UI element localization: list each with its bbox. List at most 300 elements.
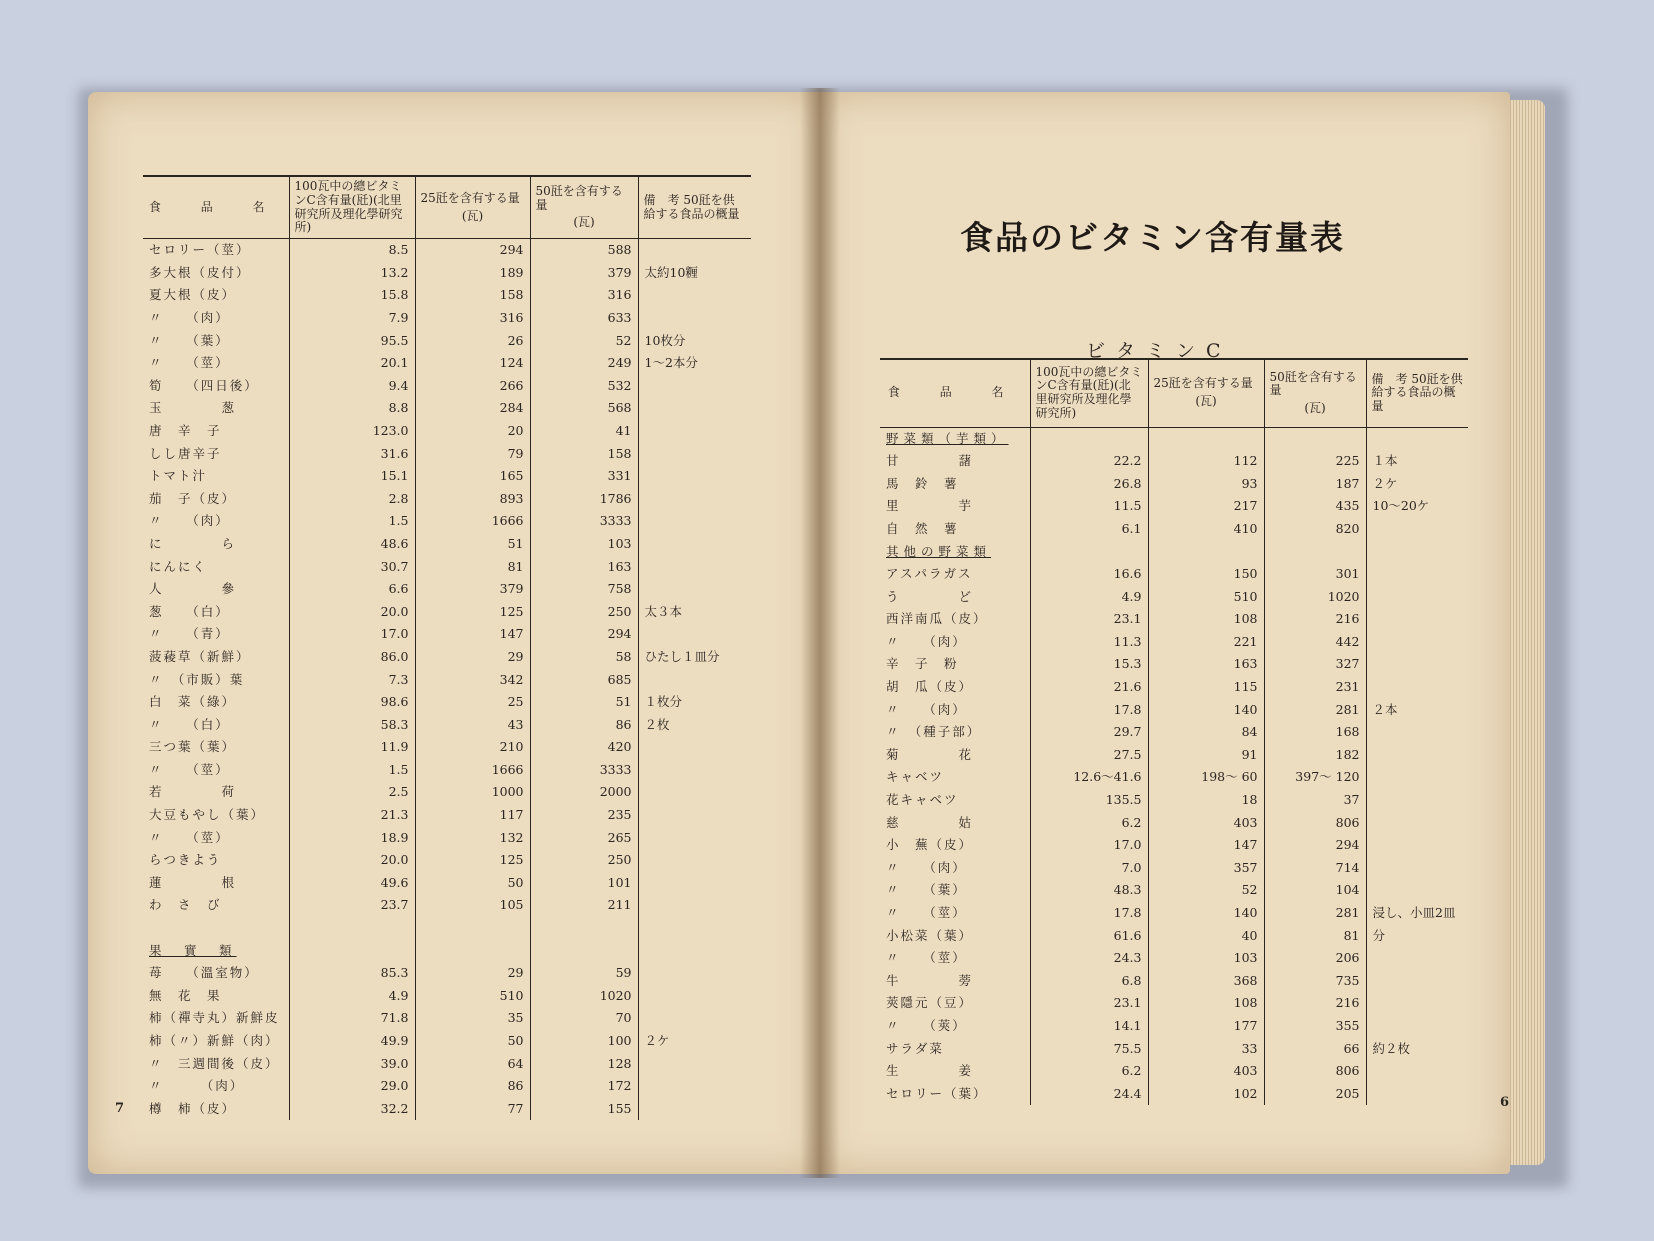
q25-cell: 51 (415, 533, 530, 556)
remarks-cell (638, 397, 751, 420)
table-row (880, 1083, 1468, 1106)
total-vitamin-c-cell: 32.2 (289, 1098, 415, 1121)
q50-cell (1264, 427, 1366, 450)
q25-cell: 102 (1148, 1083, 1264, 1106)
total-vitamin-c-cell: 23.1 (1030, 608, 1148, 631)
total-vitamin-c-cell: 48.6 (289, 533, 415, 556)
total-vitamin-c-cell: 24.3 (1030, 947, 1148, 970)
page-edges (1505, 100, 1545, 1165)
table-row (143, 827, 751, 850)
remarks-cell (1366, 1015, 1468, 1038)
table-row (143, 488, 751, 511)
remarks-cell (638, 940, 751, 963)
food-name-cell: 〃 （青） (149, 626, 230, 642)
table-row (880, 450, 1468, 473)
remarks-cell (638, 1053, 751, 1076)
right-table-body (880, 427, 1468, 1105)
total-vitamin-c-cell: 1.5 (289, 510, 415, 533)
q25-cell: 91 (1148, 744, 1264, 767)
food-name-cell: 〃 （肉） (886, 633, 967, 649)
food-name-cell: 唐 辛 子 (149, 422, 222, 438)
total-vitamin-c-cell: 11.5 (1030, 495, 1148, 518)
right-vitamin-table (880, 358, 1468, 1105)
food-name-cell: 苺 （溫室物） (149, 965, 259, 981)
q50-cell: 235 (530, 804, 638, 827)
food-name-cell: アスパラガス (886, 566, 973, 582)
table-row (880, 631, 1468, 654)
remarks-cell (1366, 812, 1468, 835)
table-row (880, 947, 1468, 970)
q50-cell: 182 (1264, 744, 1366, 767)
q50-cell: 168 (1264, 721, 1366, 744)
q50-cell: 758 (530, 578, 638, 601)
q25-cell: 1666 (415, 759, 530, 782)
header-q50: 50瓩を含有する量 (瓦) (530, 176, 638, 239)
remarks-cell (638, 781, 751, 804)
remarks-cell (638, 917, 751, 940)
q50-cell: 301 (1264, 563, 1366, 586)
remarks-cell (638, 510, 751, 533)
food-name-cell: 菠薐草（新鮮） (149, 648, 251, 664)
food-name-cell: 柿（禪寺丸）新鮮皮 (149, 1010, 280, 1026)
table-row (143, 510, 751, 533)
q25-cell: 1666 (415, 510, 530, 533)
q50-cell: 58 (530, 646, 638, 669)
total-vitamin-c-cell: 4.9 (1030, 586, 1148, 609)
remarks-cell: ２ケ (1366, 473, 1468, 496)
total-vitamin-c-cell: 18.9 (289, 827, 415, 850)
q50-cell: 172 (530, 1075, 638, 1098)
total-vitamin-c-cell: 4.9 (289, 985, 415, 1008)
total-vitamin-c-cell: 29.7 (1030, 721, 1148, 744)
total-vitamin-c-cell: 9.4 (289, 375, 415, 398)
food-name-cell: 菊 花 (886, 746, 974, 762)
q50-cell: 3333 (530, 510, 638, 533)
q50-cell: 265 (530, 827, 638, 850)
total-vitamin-c-cell: 21.3 (289, 804, 415, 827)
q25-cell: 510 (415, 985, 530, 1008)
table-row (143, 985, 751, 1008)
remarks-cell (638, 1075, 751, 1098)
q50-cell (530, 917, 638, 940)
q50-cell: 806 (1264, 1060, 1366, 1083)
food-name-cell: キャベツ (886, 769, 945, 785)
remarks-cell (638, 375, 751, 398)
total-vitamin-c-cell: 26.8 (1030, 473, 1148, 496)
food-name-cell: 〃 （市販）葉 (149, 671, 245, 687)
food-name-cell: 〃 （莖） (886, 950, 967, 966)
total-vitamin-c-cell: 11.9 (289, 736, 415, 759)
q25-cell (415, 940, 530, 963)
remarks-cell: １本 (1366, 450, 1468, 473)
total-vitamin-c-cell: 21.6 (1030, 676, 1148, 699)
total-vitamin-c-cell: 6.1 (1030, 518, 1148, 541)
q25-cell (1148, 427, 1264, 450)
remarks-cell (638, 556, 751, 579)
total-vitamin-c-cell: 6.6 (289, 578, 415, 601)
total-vitamin-c-cell: 30.7 (289, 556, 415, 579)
table-row (143, 894, 751, 917)
food-name-cell: 〃 （葉） (886, 882, 967, 898)
food-name-cell: 西洋南瓜（皮） (886, 611, 988, 627)
q25-cell: 125 (415, 601, 530, 624)
remarks-cell (1366, 834, 1468, 857)
table-row (143, 804, 751, 827)
table-row (143, 375, 751, 398)
food-name-cell: 里 芋 (886, 498, 974, 514)
table-row (143, 668, 751, 691)
q25-cell: 165 (415, 465, 530, 488)
remarks-cell (1366, 518, 1468, 541)
food-name-cell: 多大根（皮付） (149, 264, 251, 280)
q50-cell: 442 (1264, 631, 1366, 654)
remarks-cell: ひたし１皿分 (638, 646, 751, 669)
table-row (143, 962, 751, 985)
food-name-cell: セロリー（葉） (886, 1085, 988, 1101)
food-name-cell: 果 實 類 (149, 942, 237, 958)
q50-cell: 820 (1264, 518, 1366, 541)
table-row (143, 1053, 751, 1076)
q25-cell: 140 (1148, 902, 1264, 925)
header-total-vitamin-c: 100瓦中の總ビタミンC含有量(瓩)(北里研究所及理化學研究所) (289, 176, 415, 239)
food-name-cell: 牛 蒡 (886, 972, 974, 988)
table-row (880, 766, 1468, 789)
table-row (143, 646, 751, 669)
header-q25: 25瓩を含有する量 (瓦) (415, 176, 530, 239)
table-row (880, 902, 1468, 925)
q50-cell: 633 (530, 307, 638, 330)
table-row (880, 1060, 1468, 1083)
food-name-cell: 莢隱元（豆） (886, 995, 974, 1011)
q50-cell: 216 (1264, 992, 1366, 1015)
total-vitamin-c-cell: 23.1 (1030, 992, 1148, 1015)
food-name-cell: 〃 （莖） (149, 355, 230, 371)
q25-cell: 342 (415, 668, 530, 691)
remarks-cell (638, 1098, 751, 1121)
remarks-cell (638, 307, 751, 330)
total-vitamin-c-cell: 24.4 (1030, 1083, 1148, 1106)
remarks-cell (638, 578, 751, 601)
q50-cell: 205 (1264, 1083, 1366, 1106)
food-name-cell: 小松菜（葉） (886, 927, 974, 943)
table-row (143, 352, 751, 375)
book-gutter (800, 88, 840, 1178)
right-page-number: 6 (1500, 1095, 1510, 1110)
q50-cell: 86 (530, 714, 638, 737)
total-vitamin-c-cell: 31.6 (289, 443, 415, 466)
q25-cell: 29 (415, 646, 530, 669)
q25-cell: 108 (1148, 992, 1264, 1015)
table-row (143, 239, 751, 262)
food-name-cell: 〃 （肉） (149, 310, 230, 326)
q25-cell: 33 (1148, 1038, 1264, 1061)
total-vitamin-c-cell: 13.2 (289, 262, 415, 285)
left-vitamin-table (143, 175, 751, 1120)
total-vitamin-c-cell: 22.2 (1030, 450, 1148, 473)
q50-cell: 128 (530, 1053, 638, 1076)
q50-cell: 420 (530, 736, 638, 759)
total-vitamin-c-cell (289, 940, 415, 963)
table-row (880, 879, 1468, 902)
food-name-cell: 〃 （白） (149, 716, 230, 732)
q25-cell: 217 (1148, 495, 1264, 518)
q25-cell: 403 (1148, 812, 1264, 835)
header-total-vitamin-c: 100瓦中の總ビタミンC含有量(瓩)(北里研究所及理化學研究所) (1030, 359, 1148, 427)
q50-cell: 250 (530, 849, 638, 872)
total-vitamin-c-cell: 7.0 (1030, 857, 1148, 880)
remarks-cell: １枚分 (638, 691, 751, 714)
q50-cell: 327 (1264, 653, 1366, 676)
q25-cell: 177 (1148, 1015, 1264, 1038)
q25-cell: 284 (415, 397, 530, 420)
total-vitamin-c-cell (1030, 427, 1148, 450)
table-row (880, 699, 1468, 722)
food-name-cell: 〃 （肉） (886, 701, 967, 717)
table-row (143, 1030, 751, 1053)
table-row (143, 533, 751, 556)
food-name-cell: 三つ葉（葉） (149, 739, 237, 755)
table-row (143, 420, 751, 443)
total-vitamin-c-cell: 17.8 (1030, 902, 1148, 925)
header-food-name: 食 品 名 (143, 176, 289, 239)
q50-cell: 568 (530, 397, 638, 420)
section-subtitle: ビタミンC (1086, 340, 1232, 362)
table-row (143, 556, 751, 579)
q50-cell (530, 940, 638, 963)
q25-cell: 893 (415, 488, 530, 511)
table-row (880, 721, 1468, 744)
q50-cell: 588 (530, 239, 638, 262)
q25-cell: 93 (1148, 473, 1264, 496)
q50-cell: 163 (530, 556, 638, 579)
table-row (880, 812, 1468, 835)
total-vitamin-c-cell: 98.6 (289, 691, 415, 714)
q25-cell: 117 (415, 804, 530, 827)
remarks-cell (638, 894, 751, 917)
header-remarks: 備 考 50瓩を供給する食品の概量 (1366, 359, 1468, 427)
total-vitamin-c-cell: 6.2 (1030, 812, 1148, 835)
q25-cell: 158 (415, 284, 530, 307)
total-vitamin-c-cell: 14.1 (1030, 1015, 1148, 1038)
remarks-cell (1366, 676, 1468, 699)
q50-cell: 187 (1264, 473, 1366, 496)
food-name-cell: 慈 姑 (886, 814, 974, 830)
q25-cell: 50 (415, 872, 530, 895)
q25-cell: 105 (415, 894, 530, 917)
remarks-cell (638, 284, 751, 307)
table-row (880, 970, 1468, 993)
q50-cell: 1020 (1264, 586, 1366, 609)
food-name-cell: 〃 （莖） (149, 761, 230, 777)
remarks-cell (638, 759, 751, 782)
q25-cell: 77 (415, 1098, 530, 1121)
category-row (880, 427, 1468, 450)
table-row (143, 443, 751, 466)
q50-cell: 331 (530, 465, 638, 488)
total-vitamin-c-cell: 58.3 (289, 714, 415, 737)
remarks-cell (638, 533, 751, 556)
remarks-cell (638, 488, 751, 511)
q50-cell: 294 (1264, 834, 1366, 857)
q25-cell: 368 (1148, 970, 1264, 993)
q50-cell: 211 (530, 894, 638, 917)
q50-cell: 806 (1264, 812, 1366, 835)
food-name-cell: 大豆もやし（葉） (149, 807, 266, 823)
q50-cell: 103 (530, 533, 638, 556)
total-vitamin-c-cell: 6.2 (1030, 1060, 1148, 1083)
q50-cell: 435 (1264, 495, 1366, 518)
total-vitamin-c-cell: 15.1 (289, 465, 415, 488)
total-vitamin-c-cell: 20.1 (289, 352, 415, 375)
total-vitamin-c-cell: 95.5 (289, 330, 415, 353)
food-name-cell: 胡 瓜（皮） (886, 679, 974, 695)
remarks-cell (1366, 540, 1468, 563)
q50-cell: 59 (530, 962, 638, 985)
table-row (880, 676, 1468, 699)
q50-cell: 41 (530, 420, 638, 443)
remarks-cell (1366, 563, 1468, 586)
table-row (143, 307, 751, 330)
table-row (880, 563, 1468, 586)
q50-cell: 355 (1264, 1015, 1366, 1038)
q25-cell: 18 (1148, 789, 1264, 812)
q25-cell: 115 (1148, 676, 1264, 699)
total-vitamin-c-cell: 17.8 (1030, 699, 1148, 722)
table-row (143, 284, 751, 307)
remarks-cell (638, 849, 751, 872)
table-row (143, 262, 751, 285)
table-row (880, 744, 1468, 767)
food-name-cell: 葱 （白） (149, 603, 230, 619)
table-row (143, 691, 751, 714)
food-name-cell: 〃 （肉） (149, 513, 230, 529)
header-food-name: 食 品 名 (880, 359, 1030, 427)
food-name-cell: にんにく (149, 558, 208, 574)
total-vitamin-c-cell: 2.5 (289, 781, 415, 804)
food-name-cell: 〃 （莖） (886, 905, 967, 921)
table-row (880, 834, 1468, 857)
category-row (143, 940, 751, 963)
q25-cell: 147 (415, 623, 530, 646)
food-name-cell: 馬 鈴 薯 (886, 475, 959, 491)
food-name-cell: に ら (149, 535, 237, 551)
q50-cell: 155 (530, 1098, 638, 1121)
q25-cell: 112 (1148, 450, 1264, 473)
q50-cell: 250 (530, 601, 638, 624)
food-name-cell: 甘 藷 (886, 453, 974, 469)
table-row (143, 872, 751, 895)
q25-cell: 26 (415, 330, 530, 353)
q25-cell: 43 (415, 714, 530, 737)
header-q50: 50瓩を含有する量 (瓦) (1264, 359, 1366, 427)
table-row (880, 925, 1468, 948)
q25-cell: 140 (1148, 699, 1264, 722)
table-row (143, 397, 751, 420)
q25-cell: 125 (415, 849, 530, 872)
food-name-cell: 〃 三週間後（皮） (149, 1055, 280, 1071)
remarks-cell: 1～2本分 (638, 352, 751, 375)
q50-cell: 532 (530, 375, 638, 398)
food-name-cell: 筍 （四日後） (149, 377, 259, 393)
total-vitamin-c-cell: 8.5 (289, 239, 415, 262)
food-name-cell: 人 參 (149, 581, 237, 597)
total-vitamin-c-cell: 7.3 (289, 668, 415, 691)
food-name-cell: トマト汁 (149, 468, 208, 484)
q50-cell: 100 (530, 1030, 638, 1053)
food-name-cell: 若 荷 (149, 784, 237, 800)
table-row (143, 623, 751, 646)
total-vitamin-c-cell: 2.8 (289, 488, 415, 511)
q25-cell: 81 (415, 556, 530, 579)
table-row (143, 1075, 751, 1098)
q50-cell: 1020 (530, 985, 638, 1008)
q25-cell: 52 (1148, 879, 1264, 902)
total-vitamin-c-cell: 17.0 (289, 623, 415, 646)
q50-cell: 101 (530, 872, 638, 895)
q25-cell: 35 (415, 1007, 530, 1030)
remarks-cell (1366, 608, 1468, 631)
food-name-cell: 玉 葱 (149, 400, 237, 416)
food-name-cell: 辛 子 粉 (886, 656, 959, 672)
remarks-cell (638, 985, 751, 1008)
table-row (143, 759, 751, 782)
q50-cell: 685 (530, 668, 638, 691)
left-table-body (143, 239, 751, 1121)
remarks-cell (1366, 992, 1468, 1015)
table-row (880, 992, 1468, 1015)
table-row (143, 917, 751, 940)
q50-cell: 225 (1264, 450, 1366, 473)
remarks-cell (638, 962, 751, 985)
total-vitamin-c-cell: 16.6 (1030, 563, 1148, 586)
table-row (880, 586, 1468, 609)
total-vitamin-c-cell (289, 917, 415, 940)
food-name-cell: 小 蕪（皮） (886, 837, 974, 853)
total-vitamin-c-cell: 49.9 (289, 1030, 415, 1053)
remarks-cell (1366, 744, 1468, 767)
remarks-cell: 分 (1366, 925, 1468, 948)
food-name-cell: 柿（〃）新鮮（肉） (149, 1033, 280, 1049)
total-vitamin-c-cell: 49.6 (289, 872, 415, 895)
q50-cell: 281 (1264, 902, 1366, 925)
food-name-cell: 茄 子（皮） (149, 490, 237, 506)
table-row (143, 330, 751, 353)
q25-cell: 25 (415, 691, 530, 714)
total-vitamin-c-cell (1030, 540, 1148, 563)
table-row (880, 495, 1468, 518)
food-name-cell: 自 然 薯 (886, 520, 959, 536)
total-vitamin-c-cell: 12.6～41.6 (1030, 766, 1148, 789)
table-row (143, 781, 751, 804)
remarks-cell: ２本 (1366, 699, 1468, 722)
total-vitamin-c-cell: 1.5 (289, 759, 415, 782)
q50-cell: 104 (1264, 879, 1366, 902)
food-name-cell (143, 917, 289, 940)
food-name-cell: 樽 柿（皮） (149, 1100, 237, 1116)
remarks-cell (1366, 1083, 1468, 1106)
q50-cell: 316 (530, 284, 638, 307)
table-row (880, 857, 1468, 880)
food-name-cell: 夏大根（皮） (149, 287, 237, 303)
table-row (143, 1007, 751, 1030)
remarks-cell: 10枚分 (638, 330, 751, 353)
table-row (143, 1098, 751, 1121)
q50-cell: 231 (1264, 676, 1366, 699)
food-name-cell: 花キャベツ (886, 792, 959, 808)
table-row (880, 608, 1468, 631)
total-vitamin-c-cell: 11.3 (1030, 631, 1148, 654)
total-vitamin-c-cell: 20.0 (289, 601, 415, 624)
